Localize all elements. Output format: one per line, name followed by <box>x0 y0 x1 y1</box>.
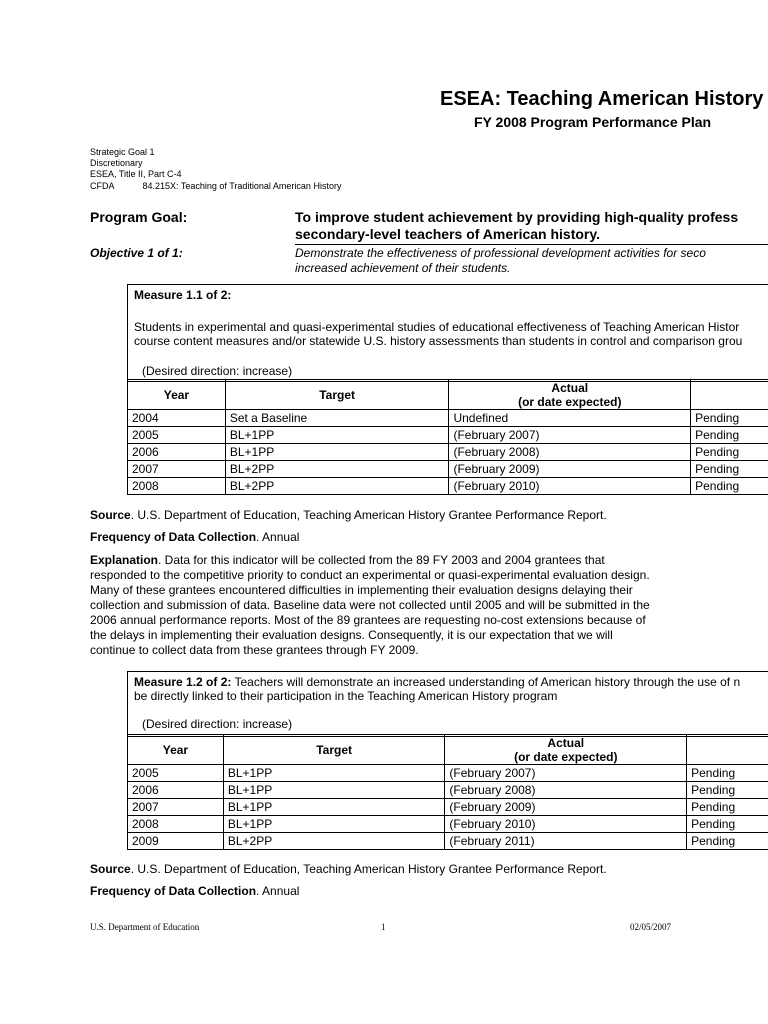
table-header-row <box>128 380 768 410</box>
program-goal-line2: secondary-level teachers of American history. <box>295 226 601 242</box>
objective-line2: increased achievement of their students. <box>295 261 511 275</box>
source-1: Source. U.S. Department of Education, Teaching American History Grantee Performance Report. <box>90 508 607 522</box>
table-row: 2008 BL+2PP (February 2010) Pending <box>128 478 768 495</box>
table-row: 2008 BL+1PP (February 2010) Pending <box>128 816 768 833</box>
objective-label: Objective 1 of 1: <box>90 246 183 260</box>
objective-text <box>295 246 706 276</box>
table-row: 2009 BL+2PP (February 2011) Pending <box>128 833 768 850</box>
cfda-label: CFDA <box>90 181 115 191</box>
measure-2-line2: be directly linked to their participation in the Teaching American History program <box>134 689 558 703</box>
measure-2-table <box>127 734 768 850</box>
frequency-1: Frequency of Data Collection. Annual <box>90 530 300 544</box>
goal-divider <box>295 244 768 245</box>
table-row: 2006 BL+1PP (February 2008) Pending <box>128 444 768 461</box>
col-year: Year <box>128 380 226 410</box>
col-target: Target <box>223 735 445 765</box>
discretionary-label: Discretionary <box>90 158 143 168</box>
table-row: 2007 BL+1PP (February 2009) Pending <box>128 799 768 816</box>
measure-2-label: Measure 1.2 of 2: <box>134 675 232 689</box>
page-title: ESEA: Teaching American History <box>440 88 764 110</box>
footer-left: U.S. Department of Education <box>90 922 200 932</box>
explanation: Explanation. Data for this indicator will be collected from the 89 FY 2003 and 2004 grantees that responded to the competitive priority to conduct an experimental or quasi-experimental evaluation design. Many of these grantees encountered difficulties in implementing their evaluation designs delaying their collection and submission of data. Baseline data were not collected until 2005 and will be submitted in the 2006 annual performance reports. Most of the 89 grantees are requesting no-cost extensions because of the delays in implementing their evaluation designs. Consequently, it is our expectation that we will continue to collect data from these grantees through FY 2009. <box>90 553 650 657</box>
strategic-goal: Strategic Goal 1 <box>90 147 155 157</box>
table-row: 2007 BL+2PP (February 2009) Pending <box>128 461 768 478</box>
measure-1-line2: course content measures and/or statewide U.S. history assessments than students in control and comparison grou <box>134 334 743 348</box>
col-status <box>687 735 768 765</box>
measure-2-box <box>127 671 768 737</box>
footer-date: 02/05/2007 <box>630 922 672 932</box>
objective-line1: Demonstrate the effectiveness of professional development activities for seco <box>295 246 706 260</box>
table-row: 2006 BL+1PP (February 2008) Pending <box>128 782 768 799</box>
measure-1-direction: (Desired direction: increase) <box>142 364 293 378</box>
measure-2-head: Measure 1.2 of 2: Teachers will demonstrate an increased understanding of American history through the use of n <box>134 675 741 689</box>
measure-1-line1: Students in experimental and quasi-experimental studies of educational effectiveness of Teaching American Histor <box>134 320 740 334</box>
frequency-2: Frequency of Data Collection. Annual <box>90 884 300 898</box>
col-target: Target <box>225 380 449 410</box>
program-goal-label: Program Goal: <box>90 209 188 225</box>
measure-1-label: Measure 1.1 of 2: <box>134 288 232 302</box>
esea-reference: ESEA, Title II, Part C-4 <box>90 169 182 179</box>
cfda-value: 84.215X: Teaching of Traditional American History <box>142 181 342 191</box>
col-actual: Actual (or date expected) <box>449 380 691 410</box>
page-number: 1 <box>381 922 386 932</box>
cfda-line <box>90 181 341 192</box>
col-actual: Actual (or date expected) <box>445 735 687 765</box>
table-row: 2005 BL+1PP (February 2007) Pending <box>128 765 768 782</box>
measure-2-direction: (Desired direction: increase) <box>142 717 293 731</box>
source-2: Source. U.S. Department of Education, Teaching American History Grantee Performance Report. <box>90 862 607 876</box>
col-status <box>691 380 768 410</box>
program-goal-line1: To improve student achievement by providing high-quality profess <box>295 209 739 225</box>
page-subtitle: FY 2008 Program Performance Plan <box>474 114 712 130</box>
table-header-row <box>128 735 768 765</box>
col-year: Year <box>128 735 224 765</box>
program-goal-text <box>295 209 738 243</box>
measure-1-table <box>127 379 768 495</box>
table-row: 2005 BL+1PP (February 2007) Pending <box>128 427 768 444</box>
explanation-label: Explanation <box>90 553 159 567</box>
table-row: 2004 Set a Baseline Undefined Pending <box>128 410 768 427</box>
measure-1-box <box>127 284 768 382</box>
